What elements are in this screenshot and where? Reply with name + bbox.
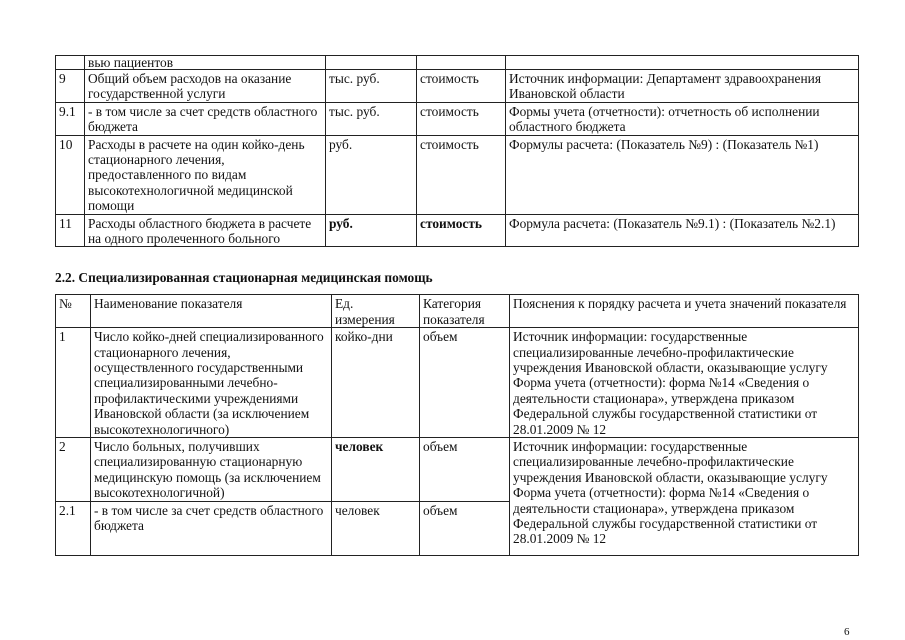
header-number: № — [56, 295, 91, 328]
table-row — [56, 56, 859, 70]
category: стоимость — [417, 214, 506, 247]
unit: тыс. руб. — [326, 70, 417, 103]
unit: человек — [332, 501, 420, 555]
row-name-fragment: вью пациентов — [85, 56, 326, 70]
row-number: 2.1 — [56, 501, 91, 555]
table-row — [56, 214, 859, 247]
header-unit: Ед. измерения — [332, 295, 420, 328]
category: стоимость — [417, 102, 506, 135]
indicator-name: - в том числе за счет средств областного бюджета — [91, 501, 332, 555]
row-number: 9 — [56, 70, 85, 103]
header-category: Категория показателя — [420, 295, 510, 328]
row-number: 11 — [56, 214, 85, 247]
unit: руб. — [326, 214, 417, 247]
notes: Формулы расчета: (Показатель №9) : (Показатель №1) — [506, 135, 859, 214]
unit: человек — [332, 438, 420, 502]
section-title: 2.2. Специализированная стационарная медицинская помощь — [55, 270, 433, 285]
notes: Источник информации: государственные специализированные лечебно-профилактические учреждения Ивановской области, оказывающие услугу Форма учета (отчетности): форма №14 «Сведения о деятельности стационара», утверждена приказом Федеральной службы государственной статистики от 28.01.2009 № 12 — [510, 438, 859, 556]
table-row — [56, 135, 859, 214]
page-number: 6 — [844, 626, 850, 638]
indicator-name: Расходы областного бюджета в расчете на одного пролеченного больного — [85, 214, 326, 247]
unit: руб. — [326, 135, 417, 214]
indicator-name: Число больных, получивших специализированную стационарную медицинскую помощь (за исключением высокотехнологичной) — [91, 438, 332, 502]
specialized-care-indicators-table — [55, 294, 859, 556]
header-name: Наименование показателя — [91, 295, 332, 328]
indicators-table-continued — [55, 55, 859, 247]
table-row — [56, 328, 859, 438]
unit: тыс. руб. — [326, 102, 417, 135]
indicator-name: Расходы в расчете на один койко-день стационарного лечения, предоставленного по видам высокотехнологичной медицинской помощи — [85, 135, 326, 214]
unit: койко-дни — [332, 328, 420, 438]
table-row — [56, 438, 859, 502]
row-number: 2 — [56, 438, 91, 502]
indicator-name: - в том числе за счет средств областного бюджета — [85, 102, 326, 135]
row-number: 10 — [56, 135, 85, 214]
notes: Формула расчета: (Показатель №9.1) : (Показатель №2.1) — [506, 214, 859, 247]
table-header-row — [56, 295, 859, 328]
category: стоимость — [417, 70, 506, 103]
category: стоимость — [417, 135, 506, 214]
category: объем — [420, 438, 510, 502]
row-number: 9.1 — [56, 102, 85, 135]
indicator-name: Число койко-дней специализированного стационарного лечения, осуществленного государственными специализированными лечебно-профилактическими учреждениями Ивановской области (за исключением высокотехнологичного) — [91, 328, 332, 438]
header-notes: Пояснения к порядку расчета и учета значений показателя — [510, 295, 859, 328]
notes: Источник информации: Департамент здравоохранения Ивановской области — [506, 70, 859, 103]
category: объем — [420, 501, 510, 555]
notes: Формы учета (отчетности): отчетность об исполнении областного бюджета — [506, 102, 859, 135]
category: объем — [420, 328, 510, 438]
table-row — [56, 70, 859, 103]
table-row — [56, 102, 859, 135]
notes: Источник информации: государственные специализированные лечебно-профилактические учреждения Ивановской области, оказывающие услугу Форма учета (отчетности): форма №14 «Сведения о деятельности стационара», утверждена приказом Федеральной службы государственной статистики от 28.01.2009 № 12 — [510, 328, 859, 438]
row-number: 1 — [56, 328, 91, 438]
indicator-name: Общий объем расходов на оказание государственной услуги — [85, 70, 326, 103]
